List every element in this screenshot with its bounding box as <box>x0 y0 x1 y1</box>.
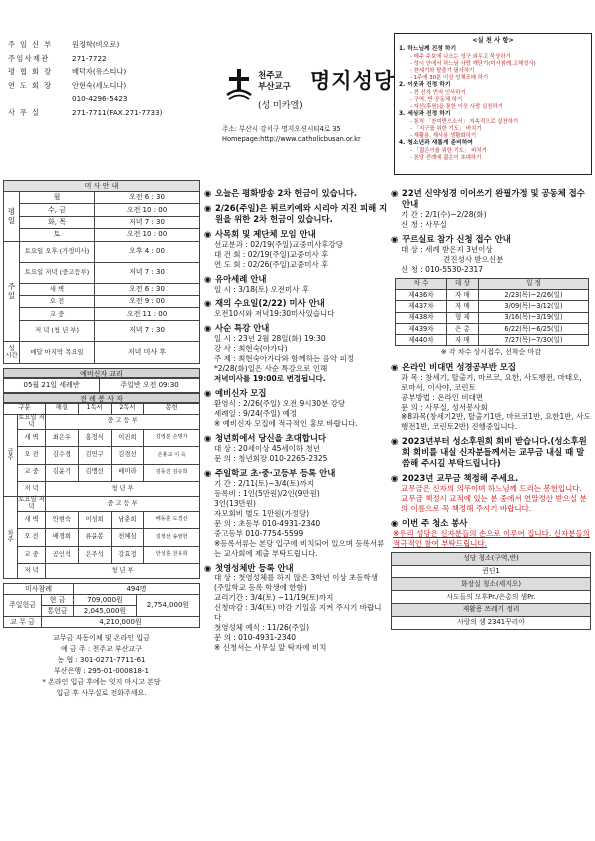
cursillo-header: 대 상 <box>446 278 478 289</box>
notice-line: 문 의 : 사무실, 성서봉사회 <box>401 402 488 412</box>
weekday-label: 평 일 <box>4 192 20 242</box>
mass-day: 토 <box>20 229 95 241</box>
lab-cell: 공인석 <box>46 546 79 563</box>
mass-time: 오전 6 : 30 <box>95 283 200 295</box>
mass-time: 오전 11 : 00 <box>95 308 200 320</box>
cursillo-cell: 3/09(목)~3/12(일) <box>479 301 589 312</box>
cursillo-cell: 제436차 <box>396 289 447 300</box>
cleaning-row <box>392 616 591 629</box>
practice-heading: 2. 이웃과 진정 하기 <box>399 82 451 89</box>
bullet-icon: ◉ <box>204 467 212 478</box>
lab-header: 구분 <box>4 403 46 414</box>
notice-line: 대 상 : 20세이상 45세이하 청년 <box>214 443 320 453</box>
notice-line: 오전10시와 저녁19:30미사있습니다 <box>214 309 335 319</box>
mass-time: 오전 9 : 00 <box>95 295 200 307</box>
practice-item: - 매주 주보에 나오는 성구 외우고 묵상하기 <box>410 53 511 60</box>
notice-bible-copy <box>391 188 591 230</box>
notice-line: 대 상 : 첫영성체를 하지 않은 3학년 이상 초등학생(주일학교 등록 학생에 한함) <box>214 573 379 593</box>
staff-role: 주임사제관 <box>8 53 50 63</box>
sunday-label: 주 일 <box>4 241 20 341</box>
staff-row <box>8 52 208 66</box>
notice-line: 등록비 : 1인(5만원)/2인(9만원) <box>214 488 320 498</box>
cursillo-cell: 제438차 <box>396 312 447 323</box>
notice <box>204 298 388 319</box>
cursillo-cell: 자 매 <box>446 335 478 346</box>
cursillo-row <box>396 301 589 312</box>
notice <box>204 433 388 464</box>
address-block <box>222 125 422 145</box>
notice-line: 신청마감 : 3/4(토) 마감 기일을 지켜 주시기 바랍니다 <box>214 603 382 623</box>
notice-line: 대 건 회 : 02/19(주일)교중미사 후 <box>214 249 329 259</box>
right-column <box>391 188 591 634</box>
cross-logo-icon <box>224 68 254 100</box>
holy-hour-day: 매달 마지막 목요일 <box>20 341 95 363</box>
bullet-icon: ◉ <box>391 436 399 447</box>
bank-line: * 온라인 입금 후에는 잊지 마시고 본당 <box>42 678 161 687</box>
bullet-icon: ◉ <box>204 388 212 399</box>
lab-cell: 손홍교 이 옥 <box>144 447 200 464</box>
notice-vocation-fund <box>391 436 591 469</box>
bank-line: 부산은행 : 295-01-000818-1 <box>54 667 149 676</box>
staff-value: 배덕자(유스티나) <box>72 67 127 77</box>
cursillo-row <box>396 323 589 334</box>
cursillo-cell: 은 총 <box>446 323 478 334</box>
bank-line: 입금 후 사무실로 전화주세요. <box>56 689 147 698</box>
lab-header: 해설 <box>46 403 79 414</box>
notice-body: ※우리 성당은 신자분들의 손으로 이루어 집니다. 신자분들의 적극적인 참여 부탁드립니다. <box>393 528 590 548</box>
bullet-icon: ◉ <box>204 323 212 334</box>
staff-value: 271-7722 <box>72 53 107 63</box>
transfer-label: 통헌금 <box>42 606 74 617</box>
mass-day: 저 녁 (청 년 부) <box>20 320 95 341</box>
notice-line: 대 상 : 세례 받은지 3년이상 <box>401 244 493 254</box>
cursillo-cell: 2/23(목)~2/26(일) <box>479 289 589 300</box>
lab-mass-name: 오 전 <box>18 447 46 464</box>
notice-line: 문 의 : 청년회장 010-2265-2325 <box>214 453 328 463</box>
notice-title: 청년회에서 당신을 초대합니다 <box>215 432 327 443</box>
mass-day: 수, 금 <box>20 204 95 216</box>
cleaning-row <box>392 565 591 578</box>
cleaning-row <box>392 604 591 617</box>
bank-line: 교무금 자동이체 및 온라인 입금 <box>53 634 150 643</box>
practice-item: - 자선(후원)을 통한 이웃 사랑 실천하기 <box>410 104 503 111</box>
notice-title: 재의 수요일(2/22) 미사 안내 <box>215 298 325 309</box>
lab-cell: 천혜심 <box>111 529 144 546</box>
notice-note: ※8과목(창세기2반, 탈출기1반, 마르코1반, 요한1반, 사도행전1반, 코린토2반) 진행중입니다. <box>401 412 591 432</box>
staff-row <box>8 38 208 52</box>
lab-row <box>4 529 200 546</box>
practice-heading: 4. 청소년과 새롭게 준비하여 <box>399 140 473 147</box>
cursillo-row <box>396 289 589 300</box>
notice-line: 일 시 : 3/18(토) 오전미사 후 <box>214 284 310 294</box>
notice-line: 기 간 : 2/11(토)~3/4(토)까지 <box>214 478 315 488</box>
staff-value: 271-7711(FAX.271-7733) <box>72 107 163 117</box>
mass-day: 오 전 <box>20 295 95 307</box>
notice-line: 선교분과 : 02/19(주일)교중미사후강당 <box>214 239 343 249</box>
lab-mass-name: 새 벽 <box>18 511 46 528</box>
notice-line: 강 사 : 최현숙(아가다) <box>214 344 288 354</box>
mass-time: 오전 6 : 30 <box>95 192 200 204</box>
lab-cell: 홍정식 <box>78 429 111 446</box>
staff-row <box>8 92 208 106</box>
lab-cell: 배미라 <box>111 464 144 481</box>
notice-line: 공부방법 : 온라인 비대면 <box>401 392 484 402</box>
bullet-icon: ◉ <box>391 233 399 244</box>
holy-hour-time: 저녁 미사 후 <box>95 341 200 363</box>
lab-cell: 김맹선 <box>78 464 111 481</box>
cleaning-cell: 퀸딘1 <box>392 565 591 578</box>
mass-day: 월 <box>20 192 95 204</box>
notice-line: 3인(13만원) <box>214 498 256 508</box>
cursillo-note: ※ 각 차수 상시접수, 선착순 마감 <box>440 348 542 357</box>
notice-title: 온라인 비대면 성경공부반 모집 <box>402 361 516 372</box>
notice-title: 22년 신약성경 이어쓰기 완필가정 및 공동체 접수 안내 <box>402 188 585 209</box>
notice-title: 오늘은 평화방송 2차 헌금이 있습니다. <box>215 188 358 198</box>
notice-title: 예비신자 모집 <box>215 388 267 399</box>
mass-row <box>4 320 200 341</box>
bulletin-header <box>0 0 595 176</box>
lab-row <box>4 481 200 496</box>
notice-line: 기 간 : 2/1(수)~2/28(화) <box>401 209 487 219</box>
mass-row <box>4 308 200 320</box>
staff-row <box>8 65 208 79</box>
notice-line: 일 시 : 23년 2월 28일(화) 19:30 <box>214 334 326 344</box>
alms-label: 교 무 금 <box>4 617 42 628</box>
notice-bible-study <box>391 362 591 433</box>
staff-value: 010-4296-5423 <box>72 94 128 104</box>
mass-schedule-title: 미 사 안 내 <box>4 181 200 192</box>
catechumen-time: 주일반 오전 09:30 <box>100 378 200 392</box>
mass-row <box>4 241 200 262</box>
liturgy-servers-title: 전 례 봉 사 자 <box>3 393 200 403</box>
notice <box>204 563 388 654</box>
notice-line: 문 의 : 초등부 010-4931-2340 <box>214 518 321 528</box>
notice-title: 사목회 및 제단체 모임 안내 <box>215 228 316 239</box>
staff-role: 사 무 실 <box>8 107 41 117</box>
cursillo-cell: 제437차 <box>396 301 447 312</box>
lab-group-label: 차 주 <box>4 496 18 578</box>
cursillo-row <box>396 335 589 346</box>
notice <box>204 468 388 559</box>
mass-row <box>4 204 200 216</box>
notice-note: *2/28(화)일은 사순 특강으로 인해 <box>214 364 328 374</box>
lab-row <box>4 464 200 481</box>
staff-list <box>8 38 208 119</box>
liturgy-servers-table <box>3 403 200 579</box>
notice-body: 교무금은 신자의 의무이며 하느님께 드리는 봉헌입니다. 교무금 책정시 교적에 있는 분 중에서 연말정산 받으실 분의 이름으로 꼭 책정해 주시기 바랍니다. <box>401 484 587 514</box>
mass-row <box>4 262 200 283</box>
mass-day: 화, 목 <box>20 216 95 228</box>
cursillo-header: 차 수 <box>396 278 447 289</box>
archdiocese-name-line1: 천주교 <box>258 71 283 81</box>
mass-time: 오전 10 : 00 <box>95 229 200 241</box>
lab-mass-name: 저 녁 <box>18 564 46 579</box>
notice-line: 주 제 : 최현숙아가다와 함께하는 음악 피정 <box>214 354 354 364</box>
address: 주소: 부산시 강서구 명지오션시티4로 35 <box>222 125 341 133</box>
lab-header: 2독서 <box>111 403 144 414</box>
notice-note: ※ 예비신자 모집에 적극적인 홍보 바랍니다. <box>214 419 358 428</box>
attendance-label: 미사참례 <box>4 584 74 595</box>
cleaning-row <box>392 578 591 591</box>
notice-line: 신 청 : 사무실 <box>401 219 447 229</box>
cursillo-header: 일 정 <box>479 278 589 289</box>
bullet-icon: ◉ <box>391 188 399 198</box>
lab-cell: 강효정 <box>111 546 144 563</box>
notice-line: 환영식 : 2/26(주일) 오전 9시30분 강당 <box>214 399 346 409</box>
staff-role: 주 임 신 부 <box>8 40 53 50</box>
bank-line: 예 금 주 : 천주교 부산교구 <box>60 645 143 654</box>
notice-title: 주일학교 초·중·고등부 등록 안내 <box>215 467 336 478</box>
lab-cell: 최은우 <box>46 429 79 446</box>
practice-item: - 성시 안에서 하느님 사랑 깨닫기(미사참례,고해성사) <box>410 61 536 68</box>
lab-mass-name: 토요일 저 녁 <box>18 496 45 510</box>
lab-header: 1독서 <box>78 403 111 414</box>
notice-line: 교리기간 : 3/4(토) ~11/19(토)까지 <box>214 593 334 603</box>
bullet-icon: ◉ <box>391 518 399 529</box>
lab-cell: 이성희 <box>78 511 111 528</box>
finance-table <box>3 583 200 628</box>
lab-row <box>4 429 200 446</box>
mass-row <box>4 229 200 241</box>
staff-row <box>8 79 208 93</box>
parish-logo-block <box>222 68 422 102</box>
bullet-icon: ◉ <box>204 273 212 284</box>
cursillo-row <box>396 312 589 323</box>
lab-cell: 류윤봉 <box>78 529 111 546</box>
notice-line: 중고등부 010-7754-5599 <box>214 528 304 538</box>
cursillo-cell: 자 매 <box>446 289 478 300</box>
bank-transfer-info <box>3 633 200 699</box>
notice <box>204 203 388 225</box>
practice-guide-title: <실 천 사 항> <box>472 37 514 44</box>
cursillo-cell: 자 매 <box>446 301 478 312</box>
staff-role: 평 협 회 장 <box>8 67 53 77</box>
middle-column <box>204 188 388 657</box>
holy-hour-label: 성 시간 <box>4 341 20 363</box>
alms-value: 4,210,000원 <box>42 617 200 628</box>
cleaning-cell: 화장실 청소(세지오) <box>392 578 591 591</box>
lab-cell: 김수경 <box>46 447 79 464</box>
holy-hour-row <box>4 341 200 363</box>
mass-day: 토요일 저녁 (중고등부) <box>20 262 95 283</box>
cleaning-row <box>392 591 591 604</box>
notice-line: 자모회비 별도 1만원(가정당) <box>214 508 310 518</box>
notice <box>204 388 388 429</box>
practice-item: - 구역, 반 공동체 하기 <box>410 97 463 104</box>
offering-label: 주일헌금 <box>4 595 42 617</box>
bullet-icon: ◉ <box>391 361 399 372</box>
cleaning-cell: 성당 청소(구역,반) <box>392 552 591 565</box>
lab-header: 봉헌 <box>144 403 200 414</box>
lab-row <box>4 496 200 511</box>
notice-title: 2/26(주일)은 튀르키예와 시리아 지진 피해 지원을 위한 2차 헌금이 있습니다. <box>215 202 388 224</box>
lab-mass-name: 새 벽 <box>18 429 46 446</box>
lab-cell: 김정선 송영헌 <box>144 529 200 546</box>
lab-mass-name: 교 중 <box>18 464 46 481</box>
bullet-icon: ◉ <box>204 298 212 309</box>
lab-merged-cell: 중 고 등 부 <box>46 414 200 429</box>
bullet-icon: ◉ <box>204 432 212 443</box>
lab-cell: 은주석 <box>78 546 111 563</box>
staff-role: 연 도 회 장 <box>8 80 53 90</box>
notice-line: 문 의 : 010-4931-2340 <box>214 633 297 643</box>
cursillo-table <box>395 278 589 347</box>
lab-cell: 배경희 <box>46 529 79 546</box>
bank-line: 농 협 : 301-0271-7711-61 <box>57 656 146 665</box>
catechumen-table <box>3 378 200 393</box>
notice-note: ※등록서류는 본당 입구에 비치되어 있으며 등록서류는 교사회에 제출 부탁드립니다. <box>214 538 385 558</box>
notice-line: 과 목 : 창세기, 탈출기, 마르코, 요한, 사도행전, 마태오, 로마서, 이사야, 코린토 <box>401 372 582 392</box>
notice-line: 연 도 회 : 02/26(주일)교중미사 후 <box>214 259 329 269</box>
bullet-icon: ◉ <box>204 188 212 198</box>
practice-heading: 1. 하느님께 진정 하기 <box>399 46 457 53</box>
notice-cleaning <box>391 518 591 630</box>
mass-row <box>4 216 200 228</box>
cursillo-cell: 3/16(목)~3/19(일) <box>479 312 589 323</box>
cleaning-cell: 재활용 쓰레기 정리 <box>392 604 591 617</box>
mass-row <box>4 192 200 204</box>
practice-item: - 재활용, 재사용 생활화하기 <box>410 133 477 140</box>
lab-row <box>4 414 200 429</box>
catechumen-date: 05월 21일 세례반 <box>4 378 100 392</box>
transfer-value: 2,045,000원 <box>74 606 137 617</box>
lab-cell: 김윤기 <box>46 464 79 481</box>
homepage-link[interactable]: Homepage:http://www.catholicbusan.or.kr <box>222 135 361 143</box>
lab-cell: 김민구 <box>78 447 111 464</box>
lab-merged-cell: 중 고 등 부 <box>46 496 200 511</box>
cursillo-cell: 6/22(목)~6/25(일) <box>479 323 589 334</box>
staff-row <box>8 106 208 120</box>
practice-heading: 3. 세상과 진정 하기 <box>399 111 451 118</box>
practice-guide-box <box>394 33 592 175</box>
practice-item: - 찬세기와 탈출기 필사하기 <box>410 68 475 75</box>
cleaning-table <box>391 552 591 630</box>
cleaning-cell: 사도들의 모후Pr./은총의 샘Pr. <box>392 591 591 604</box>
mass-time: 오후 4 : 00 <box>95 241 200 262</box>
notice-title: 사순 특강 안내 <box>215 323 270 334</box>
notice-line: 세례일 : 9/24(주일) 예정 <box>214 409 298 419</box>
cleaning-cell: 사랑의 샘 2341꾸리아 <box>392 616 591 629</box>
lab-cell: 배동훈 도경선 <box>144 511 200 528</box>
lab-row <box>4 511 200 528</box>
practice-item: - 본당 전례에 젊은이 초대하기 <box>410 155 482 162</box>
attendance-value: 494명 <box>74 584 200 595</box>
notice-cursillo <box>391 234 591 358</box>
practice-item: - 「젊은이를 위한 기도」 바치기 <box>410 148 487 155</box>
cursillo-cell: 제440차 <box>396 335 447 346</box>
notice <box>204 323 388 384</box>
lab-row <box>4 564 200 579</box>
notice-church-dues <box>391 473 591 514</box>
lab-mass-name: 교 중 <box>18 546 46 563</box>
mass-time: 저녁 7 : 30 <box>95 216 200 228</box>
practice-item: - 통칙 「찬미받으소서」 지속적으로 실천하기 <box>410 119 519 126</box>
practice-item: - 1주에 30분 이상 성체조배 하기 <box>410 75 489 82</box>
staff-value: 원정학(비오로) <box>72 40 120 50</box>
lab-group-label: 금 주 <box>4 414 18 496</box>
lab-header-row <box>4 403 200 414</box>
mass-day: 토요일 오후 (가정미사) <box>20 241 95 262</box>
lab-merged-cell: 청 년 부 <box>46 564 200 579</box>
practice-item: - 전 신자 먼저 인사하기 <box>410 90 466 97</box>
lab-mass-name: 저 녁 <box>18 481 46 496</box>
notice-title: 2023년 교무금 책정해 주세요. <box>402 473 519 484</box>
bullet-icon: ◉ <box>204 202 212 213</box>
lab-mass-name: 토요일 저 녁 <box>18 414 45 428</box>
lab-row <box>4 546 200 563</box>
mass-row <box>4 295 200 307</box>
notice <box>204 188 388 199</box>
mass-time: 오전 10 : 00 <box>95 204 200 216</box>
cash-label: 현 금 <box>42 595 74 606</box>
lab-cell: 김경선 <box>111 447 144 464</box>
notice-note: ※ 신청서는 사무실 앞 탁자에 비치 <box>214 643 327 653</box>
lab-mass-name: 오 전 <box>18 529 46 546</box>
lab-cell: 안성훈 천유희 <box>144 546 200 563</box>
lab-cell: 김동진 김승희 <box>144 464 200 481</box>
notice-title: 2023년부터 성소후원회 회비 받습니다.(성소후원회 회비를 내실 신자분들께서는 교무금 내실 때 말씀해 주시길 부탁드립니다) <box>402 436 587 469</box>
lab-merged-cell: 청 년 부 <box>46 481 200 496</box>
catechumen-title: 예비신자 교리 <box>3 368 200 378</box>
notice-line: 첫영성체 예식 : 11/26(주일) <box>214 623 310 633</box>
patron-saint: (성 미카엘) <box>258 101 303 111</box>
mass-time: 저녁 7 : 30 <box>95 320 200 341</box>
bullet-icon: ◉ <box>204 562 212 573</box>
staff-value: 안현숙(세노디나) <box>72 80 127 90</box>
lab-cell: 안현숙 <box>46 511 79 528</box>
bullet-icon: ◉ <box>204 228 212 239</box>
lab-row <box>4 447 200 464</box>
notice-line: 신 청 : 010-5530-2317 <box>401 264 484 274</box>
mass-day: 새 벽 <box>20 283 95 295</box>
archdiocese-name-line2: 부산교구 <box>258 82 291 92</box>
notice-title: 꾸르실료 참가 신청 접수 안내 <box>402 233 511 244</box>
notice-note-emphasis: 저녁미사를 19:00로 변경됩니다. <box>214 374 326 384</box>
parish-name: 명지성당 <box>310 69 396 93</box>
lab-cell: 이진희 <box>111 429 144 446</box>
notice <box>204 274 388 295</box>
mass-time: 저녁 7 : 30 <box>95 262 200 283</box>
lab-cell: 남춘희 <box>111 511 144 528</box>
cash-value: 709,000원 <box>74 595 137 606</box>
bullet-icon: ◉ <box>391 473 399 484</box>
mass-row <box>4 283 200 295</box>
notice-line: 견진성사 받으신분 <box>443 254 504 264</box>
notice-title: 첫영성체반 등록 안내 <box>215 562 294 573</box>
offering-total: 2,754,000원 <box>137 595 200 617</box>
cursillo-cell: 제439차 <box>396 323 447 334</box>
mass-day: 교 중 <box>20 308 95 320</box>
mass-schedule-table <box>3 180 200 364</box>
cursillo-cell: 7/27(목)~7/30(일) <box>479 335 589 346</box>
notice-title: 유아세례 안내 <box>215 273 267 284</box>
left-column <box>3 180 200 699</box>
cursillo-cell: 형 제 <box>446 312 478 323</box>
notice <box>204 229 388 270</box>
lab-cell: 김영분 손명자 <box>144 429 200 446</box>
practice-item: - 「지구를 위한 기도」 바치기 <box>410 126 482 133</box>
cleaning-row <box>392 552 591 565</box>
notice-title: 이번 주 청소 봉사 <box>402 518 468 529</box>
